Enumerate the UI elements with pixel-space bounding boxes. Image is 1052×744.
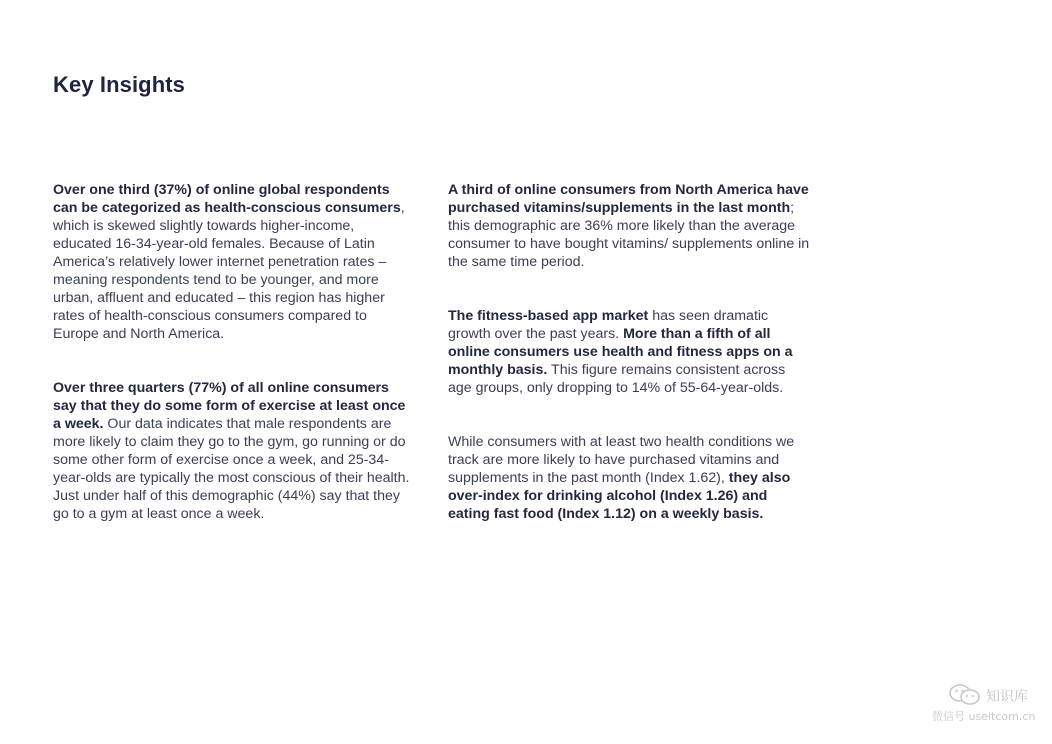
insight-text: While consumers with at least two health conditions we track are more likely to have purchased vitamins and supplements in the past month (Index 1.62),	[448, 434, 795, 486]
right-column	[448, 181, 810, 523]
insight-paragraph-exercise	[53, 379, 415, 523]
insight-highlight: they also over-index for drinking alcohol (Index 1.26) and eating fast food (Index 1.12) on a weekly basis.	[448, 470, 791, 522]
watermark-brand: 知识库	[986, 689, 1028, 705]
page-title: Key Insights	[53, 72, 186, 97]
insight-highlight: A third of online consumers from North America have purchased vitamins/supplements in the last month	[448, 182, 809, 216]
insight-paragraph-health-conditions	[448, 433, 810, 523]
insight-paragraph-health-conscious	[53, 181, 415, 343]
insight-highlight: Over three quarters (77%) of all online consumers say that they do some form of exercise at least once a week.	[53, 380, 406, 432]
wechat-icon	[948, 684, 982, 706]
left-column	[53, 181, 415, 523]
insight-highlight: More than a fifth of all online consumers use health and fitness apps on a monthly basis.	[448, 326, 793, 378]
watermark	[932, 684, 1042, 724]
insight-text: ; this demographic are 36% more likely than the average consumer to have bought vitamins/ supplements online in the same time period.	[448, 200, 810, 270]
insight-paragraph-vitamins	[448, 181, 810, 271]
insight-text: has seen dramatic growth over the past years.	[448, 308, 769, 342]
watermark-subtitle: 微信号 useitcom.cn	[932, 710, 1036, 723]
insight-paragraph-fitness-apps	[448, 307, 810, 397]
insight-text: Our data indicates that male respondents are more likely to claim they go to the gym, go running or do some other form of exercise once a week, and 25-34-year-olds are typically the most conscious of their health. Just under half of this demographic (44%) say that they go to a gym at least once a week.	[53, 416, 410, 522]
insight-highlight: Over one third (37%) of online global respondents can be categorized as health-conscious consumers	[53, 182, 401, 216]
insight-text: This figure remains consistent across age groups, only dropping to 14% of 55-64-year-olds.	[448, 362, 786, 396]
insight-highlight: The fitness-based app market	[448, 308, 649, 324]
insight-text: , which is skewed slightly towards higher-income, educated 16-34-year-old females. Because of Latin America’s relatively lower internet penetration rates – meaning respondents tend to be younger, and more urban, affluent and educated – this region has higher rates of health-conscious consumers compared to Europe and North America.	[53, 200, 405, 342]
